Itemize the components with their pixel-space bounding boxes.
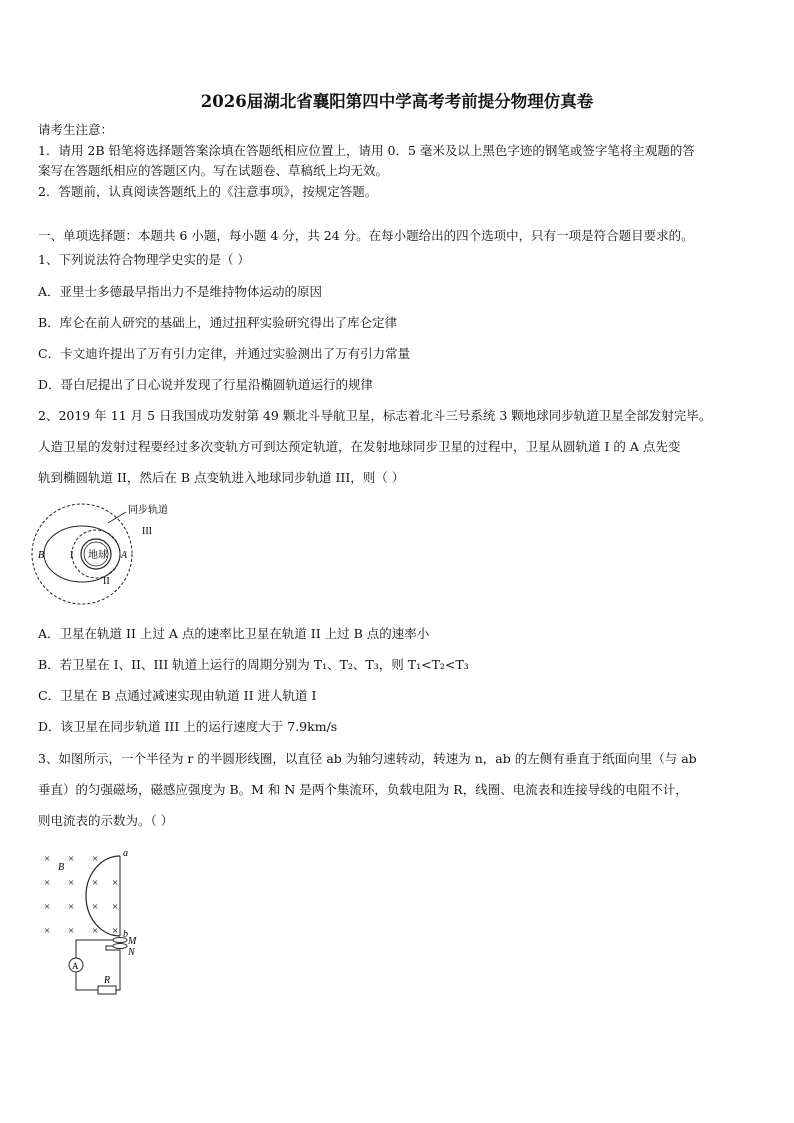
svg-text:×: × — [92, 925, 99, 937]
q2-option-a: A．卫星在轨道 II 上过 A 点的速率比卫星在轨道 II 上过 B 点的速率小 — [38, 626, 430, 641]
point-b-label: B — [38, 550, 45, 561]
svg-text:×: × — [92, 901, 99, 913]
slip-ring-n — [113, 944, 127, 949]
field-b-label: B — [58, 862, 65, 873]
notice-header: 请考生注意： — [38, 122, 114, 137]
notice-item-1-line-2: 案写在答题纸相应的答题区内。写在试题卷、草稿纸上均无效。 — [38, 163, 389, 178]
coil-circuit-diagram — [36, 844, 146, 996]
resistor-r — [98, 986, 116, 994]
svg-text:×: × — [68, 925, 75, 937]
q1-stem: 1、下列说法符合物理学史实的是（ ） — [38, 252, 250, 267]
svg-text:×: × — [44, 925, 51, 937]
orbit-diagram — [30, 498, 190, 610]
ring-n-label: N — [128, 947, 135, 958]
svg-text:×: × — [112, 877, 119, 889]
point-a-label: a — [123, 848, 128, 859]
svg-text:×: × — [112, 925, 119, 937]
svg-text:×: × — [92, 853, 99, 865]
wire-left-bottom — [76, 972, 98, 990]
orbit-ii-label: II — [103, 576, 110, 587]
semicircle-coil — [86, 856, 120, 936]
wire-left-top — [76, 940, 113, 958]
resistor-label: R — [104, 975, 111, 986]
page-title: 2026届湖北省襄阳第四中学高考考前提分物理仿真卷 — [200, 92, 594, 111]
q2-stem-line-3: 轨到椭圆轨道 II，然后在 B 点变轨进入地球同步轨道 III，则（ ） — [38, 470, 405, 485]
q2-stem-line-2: 人造卫星的发射过程要经过多次变轨方可到达预定轨道，在发射地球同步卫星的过程中，卫星从圆轨道 I 的 A 点先变 — [38, 439, 681, 454]
orbit-i-label: I — [70, 550, 74, 561]
svg-text:×: × — [68, 901, 75, 913]
q3-stem-line-3: 则电流表的示数为。（ ） — [38, 813, 174, 828]
svg-text:×: × — [44, 901, 51, 913]
point-b-label: b — [123, 929, 128, 940]
section-heading: 一、单项选择题：本题共 6 小题，每小题 4 分，共 24 分。在每小题给出的四个选项中，只有一项是符合题目要求的。 — [38, 228, 694, 243]
q1-option-b: B．库仑在前人研究的基础上，通过扭秤实验研究得出了库仑定律 — [38, 315, 398, 330]
q2-option-d: D．该卫星在同步轨道 III 上的运行速度大于 7.9km/s — [38, 719, 338, 734]
earth-label: 地球 — [88, 550, 108, 561]
magnetic-field-crosses — [44, 853, 118, 937]
svg-text:×: × — [44, 853, 51, 865]
q2-stem-line-1: 2、2019 年 11 月 5 日我国成功发射第 49 颗北斗导航卫星，标志着北斗三号系统 3 颗地球同步轨道卫星全部发射完毕。 — [38, 408, 712, 423]
sync-orbit-label: 同步轨道 — [128, 505, 168, 516]
svg-text:×: × — [92, 877, 99, 889]
point-a-label: A — [121, 550, 128, 561]
svg-text:×: × — [112, 901, 119, 913]
q1-option-c: C．卡文迪许提出了万有引力定律，并通过实验测出了万有引力常量 — [38, 346, 411, 361]
q2-option-b: B．若卫星在 I、II、III 轨道上运行的周期分别为 T₁、T₂、T₃，则 T₁<T₂<T₃ — [38, 657, 469, 672]
svg-text:×: × — [68, 853, 75, 865]
ring-m-label: M — [128, 936, 137, 947]
q1-option-a: A．亚里士多德最早指出力不是维持物体运动的原因 — [38, 284, 323, 299]
q1-option-d: D．哥白尼提出了日心说并发现了行星沿椭圆轨道运行的规律 — [38, 377, 374, 392]
q3-stem-line-2: 垂直）的匀强磁场，磁感应强度为 B。M 和 N 是两个集流环，负载电阻为 R，线圈、电流表和连接导线的电阻不计， — [38, 782, 688, 797]
slip-ring-m — [113, 938, 127, 943]
orbit-iii — [32, 504, 132, 604]
notice-item-2: 2．答题前，认真阅读答题纸上的《注意事项》，按规定答题。 — [38, 184, 378, 199]
ammeter-label: A — [72, 961, 79, 971]
svg-text:×: × — [68, 877, 75, 889]
orbit-iii-label: III — [142, 526, 152, 537]
svg-text:×: × — [44, 877, 51, 889]
q2-option-c: C．卫星在 B 点通过减速实现由轨道 II 进人轨道 I — [38, 688, 317, 703]
notice-item-1-line-1: 1．请用 2B 铅笔将选择题答案涂填在答题纸相应位置上，请用 0．5 毫米及以上黑色字迹的钢笔或签字笔将主观题的答 — [38, 143, 695, 158]
q3-stem-line-1: 3、如图所示，一个半径为 r 的半圆形线圈，以直径 ab 为轴匀速转动，转速为 n，ab 的左侧有垂直于纸面向里（与 ab — [38, 751, 697, 766]
